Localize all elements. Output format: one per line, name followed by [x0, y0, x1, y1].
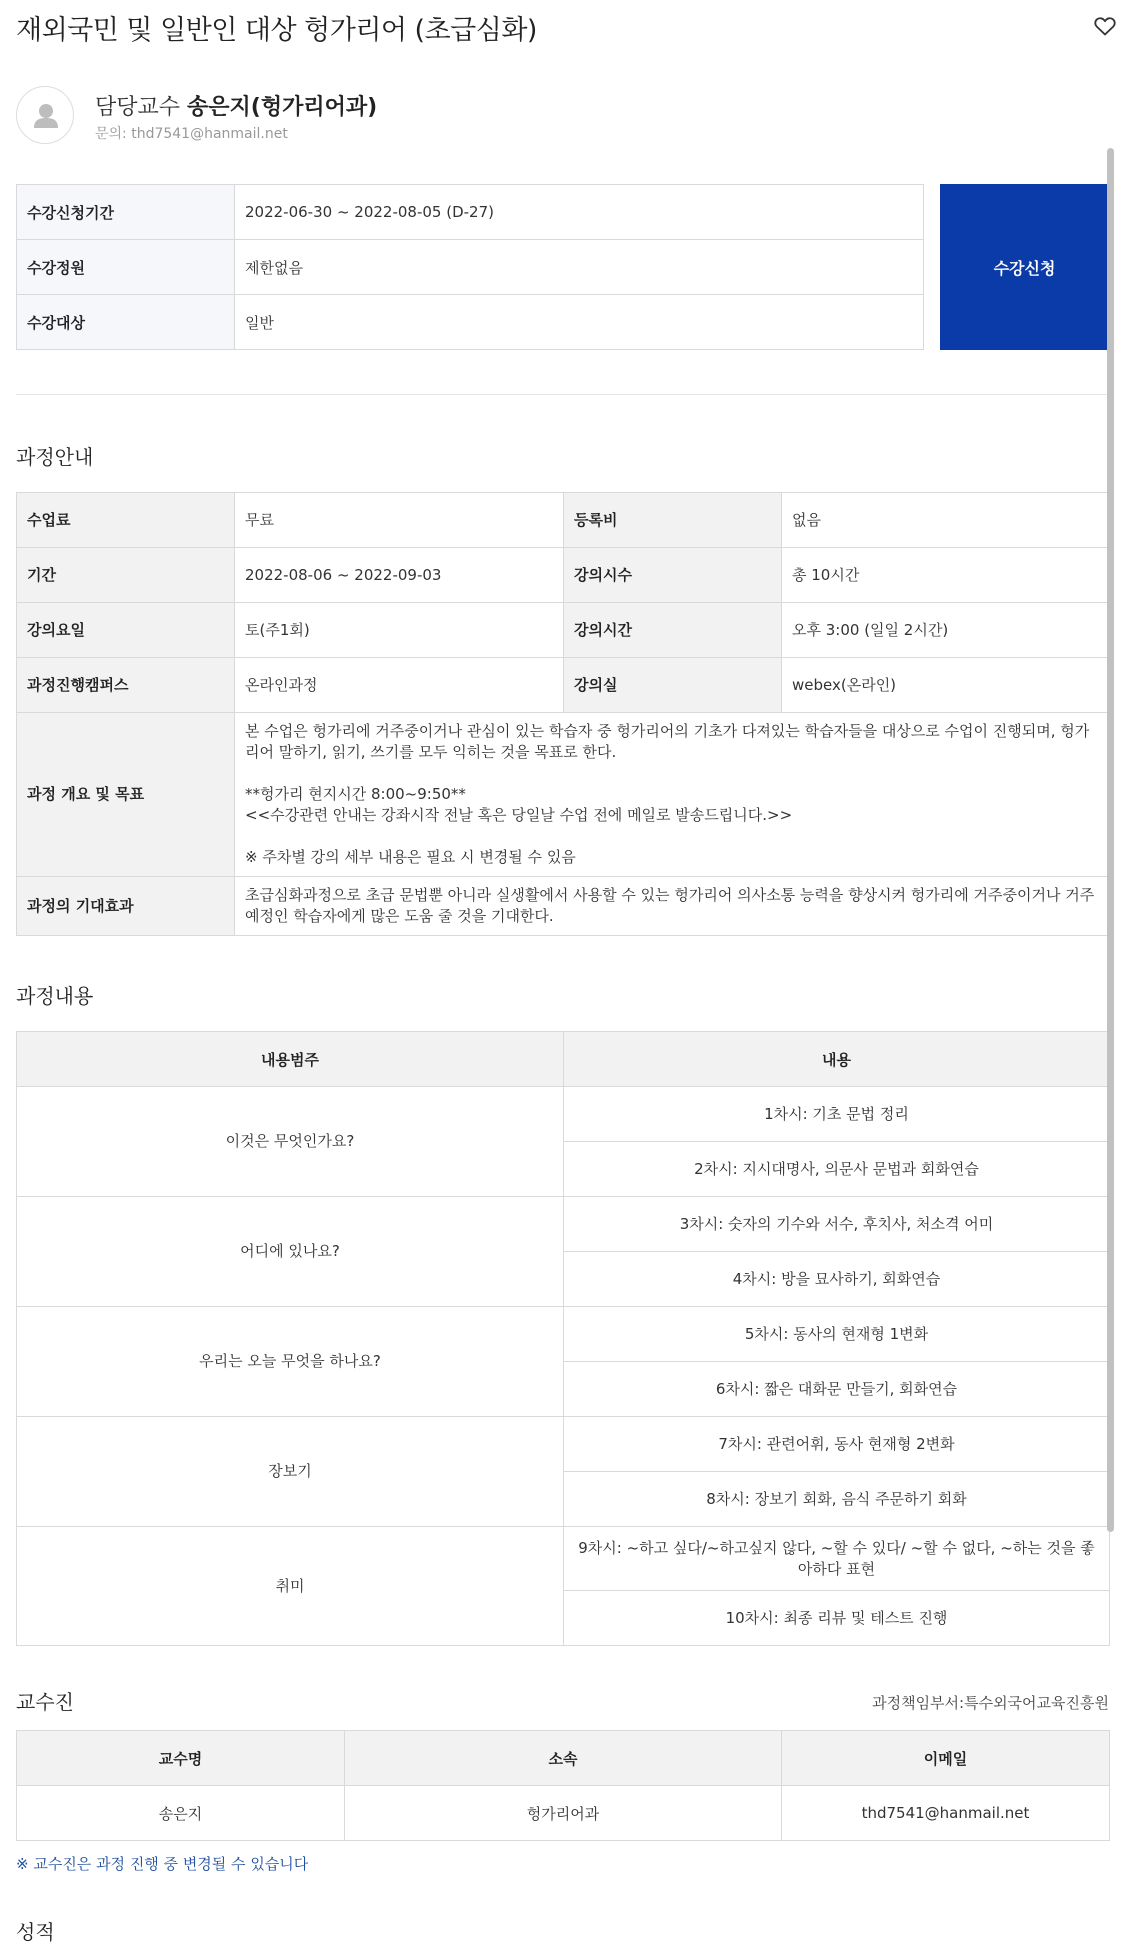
table-row	[17, 548, 1110, 603]
title-row	[16, 0, 1109, 52]
table-row	[17, 1307, 1110, 1362]
fee-value: 무료	[235, 493, 564, 548]
section-title-faculty: 교수진	[16, 1690, 74, 1714]
enroll-period-value: 2022-06-30 ~ 2022-08-05 (D-27)	[235, 185, 924, 240]
session-cell: 7차시: 관련어휘, 동사 현재형 2변화	[564, 1417, 1110, 1472]
classroom-value: webex(온라인)	[782, 658, 1110, 713]
table-row	[17, 603, 1110, 658]
time-value: 오후 3:00 (일일 2시간)	[782, 603, 1110, 658]
classroom-label: 강의실	[564, 658, 782, 713]
faculty-name: 송은지	[17, 1786, 345, 1841]
heart-icon[interactable]	[1093, 14, 1117, 38]
table-row	[17, 1087, 1110, 1142]
session-cell: 4차시: 방을 묘사하기, 회화연습	[564, 1252, 1110, 1307]
campus-value: 온라인과정	[235, 658, 564, 713]
faculty-note: ※ 교수진은 과정 진행 중 변경될 수 있습니다	[16, 1855, 309, 1873]
apply-button[interactable]: 수강신청	[940, 184, 1109, 350]
column-header-email: 이메일	[782, 1731, 1110, 1786]
hours-label: 강의시수	[564, 548, 782, 603]
course-guide-table	[16, 492, 1110, 936]
column-header-affiliation: 소속	[345, 1731, 782, 1786]
column-header-category: 내용범주	[17, 1032, 564, 1087]
period-label: 기간	[17, 548, 235, 603]
effect-label: 과정의 기대효과	[17, 877, 235, 936]
faculty-email: thd7541@hanmail.net	[782, 1786, 1110, 1841]
overview-label: 과정 개요 및 목표	[17, 713, 235, 877]
table-row	[17, 1786, 1110, 1841]
day-value: 토(주1회)	[235, 603, 564, 658]
capacity-value: 제한없음	[235, 240, 924, 295]
course-detail-page	[16, 0, 1109, 1945]
table-row	[17, 493, 1110, 548]
category-cell: 우리는 오늘 무엇을 하나요?	[17, 1307, 564, 1417]
hours-value: 총 10시간	[782, 548, 1110, 603]
session-cell: 5차시: 동사의 현재형 1변화	[564, 1307, 1110, 1362]
table-row	[17, 185, 924, 240]
faculty-affiliation: 헝가리어과	[345, 1786, 782, 1841]
enroll-info-table	[16, 184, 924, 350]
page-title: 재외국민 및 일반인 대상 헝가리어 (초급심화)	[16, 15, 537, 46]
session-cell: 1차시: 기초 문법 정리	[564, 1087, 1110, 1142]
category-cell: 이것은 무엇인가요?	[17, 1087, 564, 1197]
session-cell: 10차시: 최종 리뷰 및 테스트 진행	[564, 1591, 1110, 1646]
session-cell: 6차시: 짧은 대화문 만들기, 회화연습	[564, 1362, 1110, 1417]
table-row	[17, 877, 1110, 936]
table-row	[17, 240, 924, 295]
table-row	[17, 1527, 1110, 1591]
professor-info	[16, 86, 1109, 166]
column-header-name: 교수명	[17, 1731, 345, 1786]
faculty-header	[16, 1686, 1109, 1716]
table-header-row	[17, 1731, 1110, 1786]
avatar	[16, 86, 74, 144]
section-title-guide: 과정안내	[16, 445, 94, 469]
registration-fee-value: 없음	[782, 493, 1110, 548]
target-label: 수강대상	[17, 295, 235, 350]
faculty-table	[16, 1730, 1110, 1841]
overview-text: 본 수업은 헝가리에 거주중이거나 관심이 있는 학습자 중 헝가리어의 기초가 다져있는 학습자들을 대상으로 수업이 진행되며, 헝가리어 말하기, 읽기, 쓰기를 모두 익히는 것을 목표로 한다. **헝가리 현지시간 8:00~9:50** <<수강관련 안내는 강좌시작 전날 혹은 당일날 수업 전에 메일로 발송드립니다.>> ※ 주차별 강의 세부 내용은 필요 시 변경될 수 있음	[235, 713, 1110, 877]
section-title-content: 과정내용	[16, 984, 94, 1008]
divider	[16, 394, 1109, 395]
session-cell: 8차시: 장보기 회화, 음식 주문하기 회화	[564, 1472, 1110, 1527]
campus-label: 과정진행캠퍼스	[17, 658, 235, 713]
fee-label: 수업료	[17, 493, 235, 548]
table-row	[17, 295, 924, 350]
table-row	[17, 1417, 1110, 1472]
column-header-content: 내용	[564, 1032, 1110, 1087]
enroll-period-label: 수강신청기간	[17, 185, 235, 240]
category-cell: 장보기	[17, 1417, 564, 1527]
professor-name: 송은지(헝가리어과)	[187, 95, 378, 120]
professor-line	[95, 90, 377, 121]
table-row	[17, 713, 1110, 877]
section-title-grades: 성적	[16, 1920, 55, 1944]
table-row	[17, 1197, 1110, 1252]
registration-fee-label: 등록비	[564, 493, 782, 548]
enroll-section	[16, 184, 1109, 350]
effect-text: 초급심화과정으로 초급 문법뿐 아니라 실생활에서 사용할 수 있는 헝가리어 의사소통 능력을 향상시켜 헝가리에 거주중이거나 거주 예정인 학습자에게 많은 도움 줄 것을 기대한다.	[235, 877, 1110, 936]
capacity-label: 수강정원	[17, 240, 235, 295]
table-row	[17, 658, 1110, 713]
category-cell: 취미	[17, 1527, 564, 1646]
target-value: 일반	[235, 295, 924, 350]
course-content-table	[16, 1031, 1110, 1646]
category-cell: 어디에 있나요?	[17, 1197, 564, 1307]
professor-contact: 문의: thd7541@hanmail.net	[95, 126, 288, 142]
period-value: 2022-08-06 ~ 2022-09-03	[235, 548, 564, 603]
scrollbar[interactable]	[1107, 148, 1114, 1532]
session-cell: 2차시: 지시대명사, 의문사 문법과 회화연습	[564, 1142, 1110, 1197]
day-label: 강의요일	[17, 603, 235, 658]
user-icon	[17, 87, 75, 145]
time-label: 강의시간	[564, 603, 782, 658]
responsible-dept: 과정책임부서:특수외국어교육진흥원	[872, 1694, 1109, 1712]
session-cell: 3차시: 숫자의 기수와 서수, 후치사, 처소격 어미	[564, 1197, 1110, 1252]
session-cell: 9차시: ~하고 싶다/~하고싶지 않다, ~할 수 있다/ ~할 수 없다, ~하는 것을 좋아하다 표현	[564, 1527, 1110, 1591]
table-header-row	[17, 1032, 1110, 1087]
professor-label: 담당교수	[95, 95, 181, 120]
